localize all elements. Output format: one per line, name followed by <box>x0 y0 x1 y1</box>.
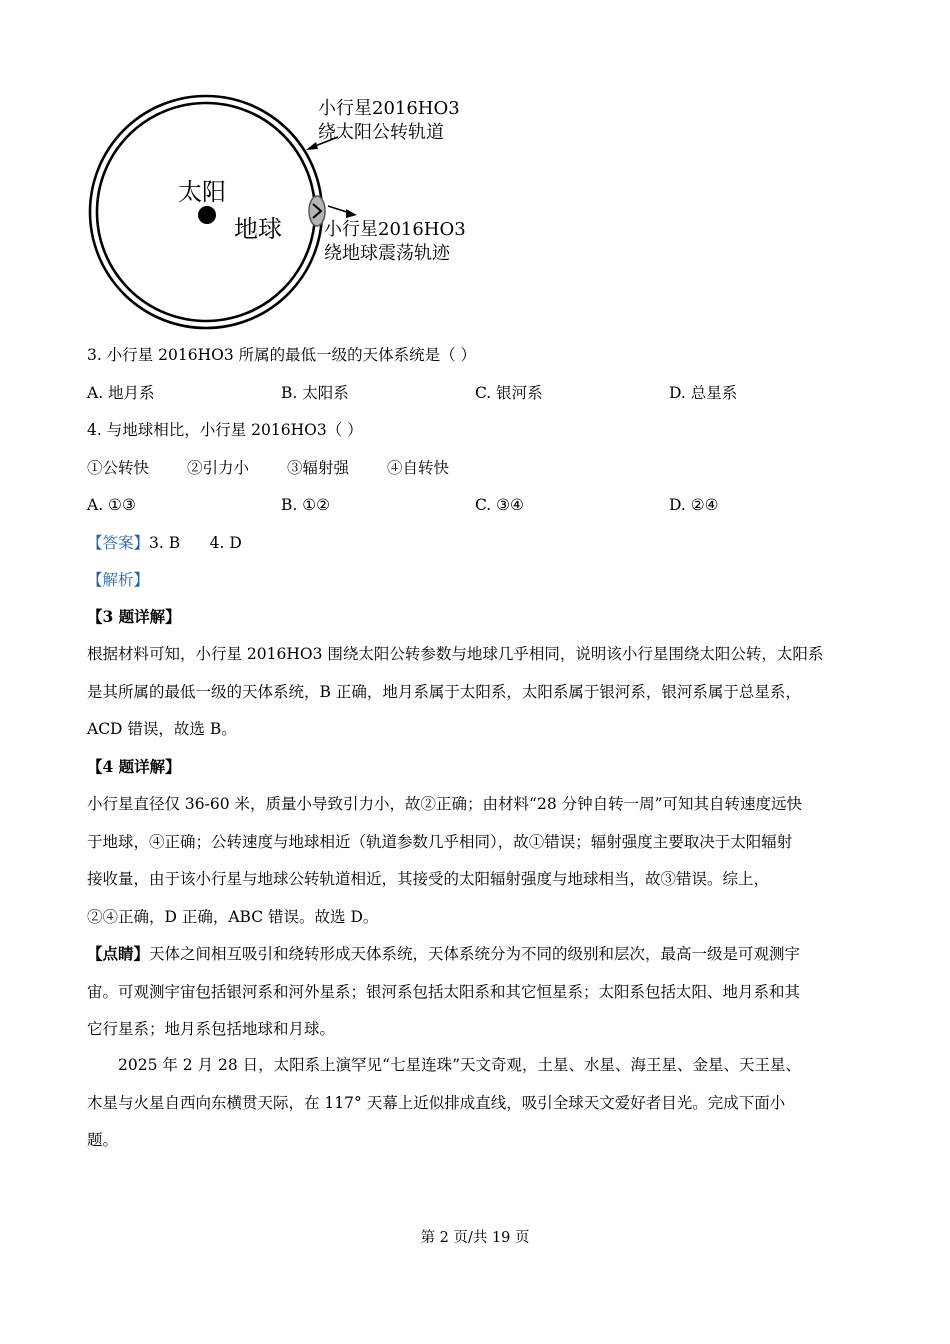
analysis-tag: 【解析】 <box>87 571 150 589</box>
earth-label: 地球 <box>234 215 282 243</box>
earth-wobble-ellipse <box>309 196 325 226</box>
q4-detail-line-3: 接收量，由于该小行星与地球公转轨道相近，其接受的太阳辐射强度与地球相当，故③错误。综上， <box>87 870 770 888</box>
tip-text-1: 天体之间相互吸引和绕转形成天体系统，天体系统分为不同的级别和层次，最高一级是可观测宇 <box>149 945 801 963</box>
q4-option-a: A. ①③ <box>87 496 136 514</box>
answer-line <box>87 533 242 553</box>
q3-option-d: D. 总星系 <box>669 384 738 402</box>
wobble-label-1: 小行星2016HO3 <box>324 219 466 240</box>
answer-text: 3. B 4. D <box>149 534 242 552</box>
q4-detail-heading: 【4 题详解】 <box>87 757 181 776</box>
page-footer: 第 2 页/共 19 页 <box>420 1230 530 1246</box>
material-line-3: 题。 <box>87 1131 119 1149</box>
q4-item-2: ②引力小 <box>187 459 250 477</box>
tip-line-3: 它行星系；地月系包括地球和月球。 <box>87 1020 336 1038</box>
q3-option-a: A. 地月系 <box>87 384 155 402</box>
q4-detail-line-2: 于地球，④正确；公转速度与地球相近（轨道参数几乎相同），故①错误；辐射强度主要取决于太阳辐射 <box>87 833 793 851</box>
material-line-2: 木星与火星自西向东横贯天际，在 117° 天幕上近似排成直线，吸引全球天文爱好者目光。完成下面小 <box>87 1094 786 1112</box>
sun-label: 太阳 <box>178 178 226 206</box>
q4-option-d: D. ②④ <box>669 496 719 514</box>
tip-line-2: 宙。可观测宇宙包括银河系和河外星系；银河系包括太阳系和其它恒星系；太阳系包括太阳、地月系和其 <box>87 983 801 1001</box>
material-line-1: 2025 年 2 月 28 日，太阳系上演罕见“七星连珠”天文奇观，土星、水星、海王星、金星、天王星、 <box>118 1056 802 1074</box>
q4-item-1: ①公转快 <box>87 459 150 477</box>
q3-detail-heading: 【3 题详解】 <box>87 607 181 626</box>
q4-stem: 4. 与地球相比，小行星 2016HO3（ ） <box>87 421 363 439</box>
q3-option-c: C. 银河系 <box>475 384 543 402</box>
q4-option-b: B. ①② <box>281 496 331 514</box>
q4-item-4: ④自转快 <box>387 459 450 477</box>
q3-detail-line-2: 是其所属的最低一级的天体系统，B 正确，地月系属于太阳系，太阳系属于银河系，银河系属于总星系， <box>87 683 801 701</box>
q4-detail-line-1: 小行星直径仅 36-60 米，质量小导致引力小，故②正确；由材料“28 分钟自转一周”可知其自转速度远快 <box>87 795 803 813</box>
q4-detail-line-4: ②④正确，D 正确，ABC 错误。故选 D。 <box>87 908 379 926</box>
q3-option-b: B. 太阳系 <box>281 384 349 402</box>
q3-detail-line-3: ACD 错误，故选 B。 <box>87 720 237 738</box>
sun-dot <box>198 206 216 224</box>
wobble-label-2: 绕地球震荡轨迹 <box>324 243 450 264</box>
orbit-label-2: 绕太阳公转轨道 <box>318 122 444 143</box>
tip-tag: 【点睛】 <box>87 944 150 963</box>
q4-item-3: ③辐射强 <box>287 459 350 477</box>
tip-line-1 <box>87 944 800 964</box>
orbit-arrowhead <box>306 142 318 150</box>
q3-stem: 3. 小行星 2016HO3 所属的最低一级的天体系统是（ ） <box>87 346 477 364</box>
orbit-label-1: 小行星2016HO3 <box>318 98 460 119</box>
answer-tag: 【答案】 <box>87 534 150 552</box>
q3-detail-line-1: 根据材料可知，小行星 2016HO3 围绕太阳公转参数与地球几乎相同，说明该小行星围绕太阳公转，太阳系 <box>87 645 824 663</box>
q4-option-c: C. ③④ <box>475 496 524 514</box>
